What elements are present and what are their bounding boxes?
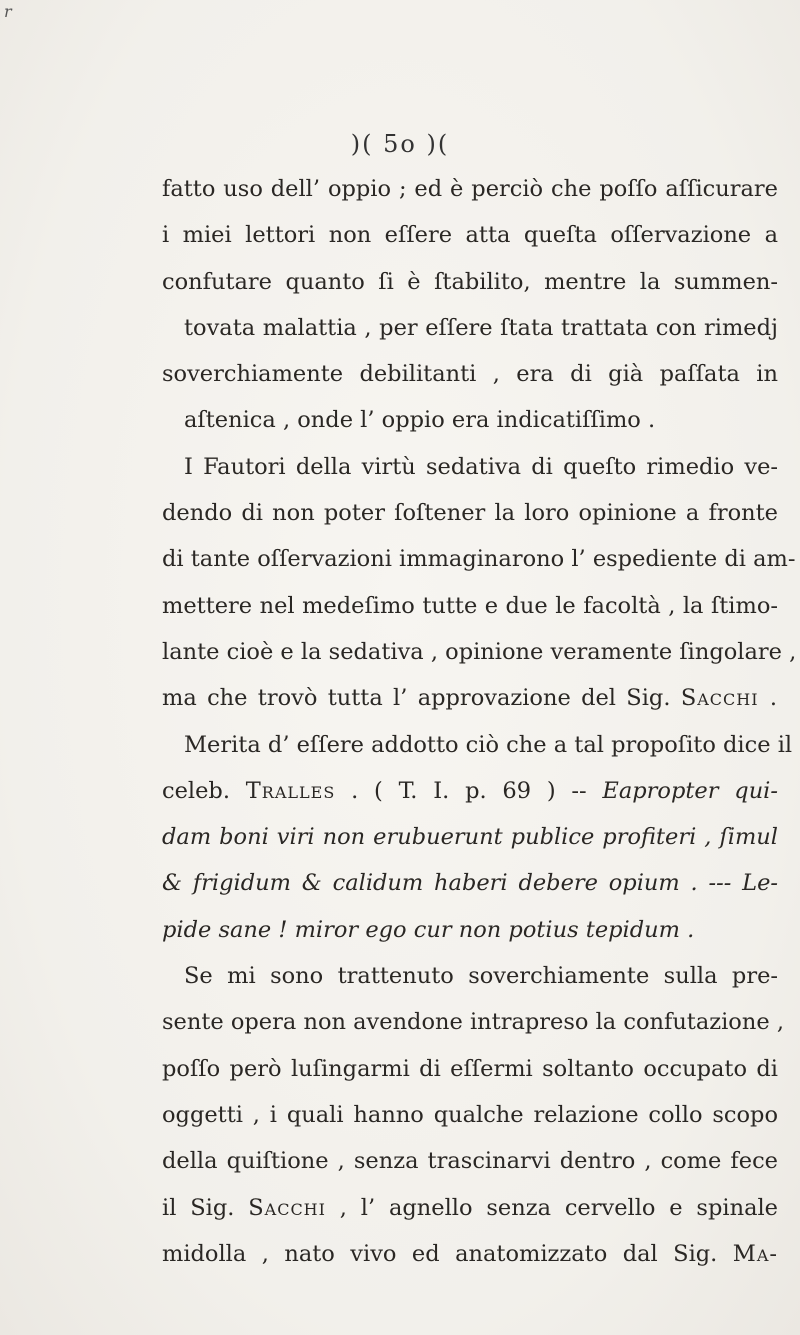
- text-line: [162, 1185, 778, 1231]
- latin-quote: & frigidum & calidum haberi debere opium . --- Le-: [162, 870, 778, 897]
- text-line: oggetti , i quali hanno qualche relazione collo scopo: [162, 1101, 778, 1128]
- text-line: i miei lettori non eſſere atta queſta oſſervazione a: [162, 222, 778, 249]
- body-text: [162, 166, 797, 1277]
- text-line: di tante oſſervazioni immaginarono l’ espediente di am-: [162, 546, 796, 573]
- author-name: Sacchi: [248, 1194, 326, 1221]
- citation: . ( T. I. p. 69 ) --: [335, 777, 587, 804]
- text-line: [162, 768, 778, 814]
- text-line: [162, 675, 778, 721]
- latin-quote: Eapropter qui-: [586, 777, 778, 804]
- text-line: fatto uso dell’ oppio ; ed è perciò che poſſo aſſicurare: [162, 176, 778, 202]
- author-name: Tralles: [245, 777, 336, 804]
- text-segment: il Sig.: [162, 1194, 235, 1221]
- text-line: [162, 1231, 778, 1277]
- text-line: Merita d’ eſſere addotto ciò che a tal propoſito dice il: [184, 731, 793, 758]
- text-line: sente opera non avendone intrapreso la confutazione ,: [162, 1009, 784, 1036]
- author-name: Sacchi .: [680, 685, 779, 712]
- text-line: I Fautori della virtù sedativa di queſto rimedio ve-: [184, 453, 778, 480]
- text-line: lante cioè e la sedativa , opinione veramente ſingolare ,: [162, 638, 797, 665]
- corner-mark: r: [4, 2, 12, 21]
- text-line: Se mi sono trattenuto soverchiamente sulla pre-: [184, 963, 778, 990]
- text-segment: ma che trovò tutta l’ approvazione del Sig.: [162, 685, 671, 712]
- text-line: aſtenica , onde l’ oppio era indicatiſſimo .: [184, 407, 656, 434]
- text-segment: midolla , nato vivo ed anatomizzato dal Sig.: [162, 1240, 718, 1267]
- text-line: della quiſtione , senza trascinarvi dentro , come fece: [162, 1148, 778, 1175]
- author-name: Ma-: [732, 1240, 778, 1267]
- text-segment: , l’ agnello senza cervello e spinale: [325, 1194, 778, 1221]
- text-line: dendo di non poter ſoſtener la loro opinione a fronte: [162, 500, 778, 527]
- text-line: tovata malattia , per eſſere ſtata trattata con rimedj: [184, 314, 778, 341]
- text-line: confutare quanto ſi è ſtabilito, mentre la summen-: [162, 268, 778, 295]
- latin-quote: pide sane ! miror ego cur non potius tepidum .: [162, 916, 695, 943]
- text-line: poſſo però luſingarmi di eſſermi soltanto occupato di: [162, 1055, 778, 1082]
- text-line: mettere nel medeſimo tutte e due le facoltà , la ſtimo-: [162, 592, 778, 619]
- page-number-header: )( 5o )(: [350, 130, 450, 158]
- latin-quote: dam boni viri non erubuerunt publice profiteri , ſimul: [162, 824, 778, 851]
- text-line: soverchiamente debilitanti , era di già paſſata in: [162, 361, 778, 388]
- text-segment: celeb.: [162, 777, 230, 804]
